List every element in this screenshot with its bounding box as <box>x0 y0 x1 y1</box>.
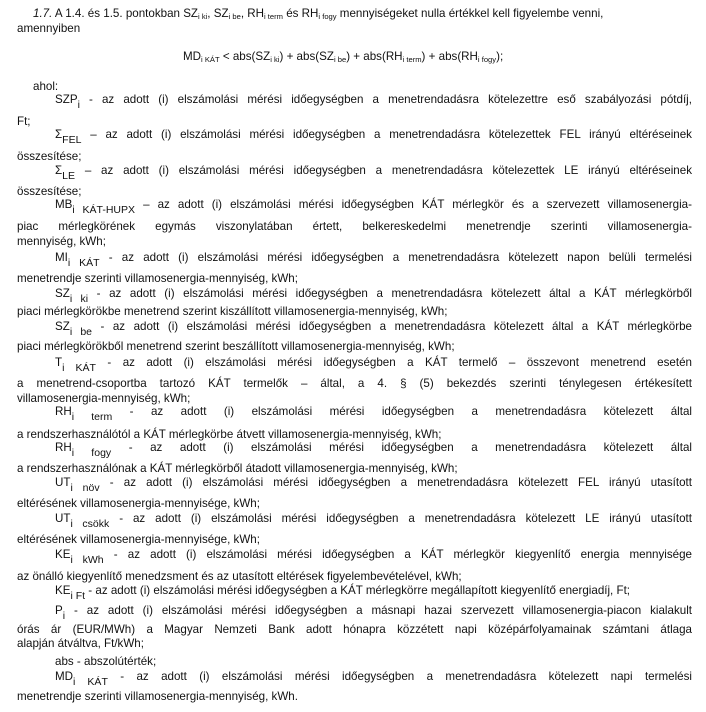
def-t-line-1: $T_{i KÁT}$ - az adott (i) elszámolási mérési időegységben a KÁT termelő – összevont menetrend esetén <box>55 356 692 374</box>
def-sz-ki-line-1: $SZ_{i ki}$ - az adott (i) elszámolási mérési időegységben a menetrendadásra kötelezett által a KÁT mérlegkörből <box>55 287 692 305</box>
where-label: ahol: <box>33 80 59 93</box>
section-number: 1.7. <box>33 7 53 20</box>
def-mb-line-1: $MB_{i KÁT-HUPX}$ – az adott (i) elszámolási mérési időegységben KÁT mérlegkör és a szervezett villamosenergia- <box>55 198 692 216</box>
intro-line-2: amennyiben <box>17 22 81 35</box>
def-abs: abs - abszolútérték; <box>55 655 157 668</box>
def-sz-be-line-2: piaci mérlegkörökből menetrend szerint beszállított villamosenergia-mennyiség, kWh; <box>17 340 455 353</box>
def-ut-csokk-line-2: eltérésének villamosenergia-mennyisége, kWh; <box>17 533 260 546</box>
def-p-line-1: $P_i$ - az adott (i) elszámolási mérési időegységben a másnapi hazai szervezett villamosenergia-piacon kialakult <box>55 604 692 622</box>
def-mi-line-1: $MI_{i KÁT}$ - az adott (i) elszámolási mérési időegységben a menetrendadásra kötelezett napon belüli termelési <box>55 251 692 269</box>
intro-line-1: 1.7. A 1.4. és 1.5. pontokban SZi ki, SZi be, RHi term és RHi fogy mennyiségeket nulla értékkel kell figyelembe venni, <box>33 7 604 21</box>
def-szp-line-1: $SZP_i$ - az adott (i) elszámolási mérési időegységben a menetrendadásra kötelezettre eső szabályozási pótdíj, <box>55 93 692 111</box>
def-mb-line-3: mennyiség, kWh; <box>17 235 106 248</box>
def-md-line-1: $MD_{i KÁT}$ - az adott (i) elszámolási mérési időegységben a menetrendadásra kötelezett napi termelési <box>55 670 692 688</box>
def-md-line-2: menetrendje szerinti villamosenergia-mennyiség, kWh. <box>17 690 298 703</box>
def-sigma-le-line-1: $\Sigma_{LE}$ – az adott (i) elszámolási mérési időegységben a menetrendadásra kötelezettek LE irányú eltéréseinek <box>55 164 692 182</box>
def-sigma-fel-line-1: $\Sigma_{FEL}$ – az adott (i) elszámolási mérési időegységben a menetrendadásra kötelezettek FEL irányú eltéréseinek <box>55 128 692 146</box>
def-ke-kwh-line-1: $KE_{i kWh}$ - az adott (i) elszámolási mérési időegységben a KÁT mérlegkör kiegyenlítő energia mennyisége <box>55 548 692 566</box>
def-sz-be-line-1: $SZ_{i be}$ - az adott (i) elszámolási mérési időegységben a menetrendadásra kötelezett által a KÁT mérlegkörbe <box>55 320 692 338</box>
def-rh-fogy-line-1: $RH_{i fogy}$ - az adott (i) elszámolási mérési időegységben a menetrendadásra kötelezett által <box>55 441 693 459</box>
def-mb-line-2: piac mérlegkörének egymás viszonylatában értett, belkereskedelmi menetrendje szerinti villamosenergia- <box>17 220 692 233</box>
def-rh-fogy-line-2: a rendszerhasználónak a KÁT mérlegkörből átadott villamosenergia-mennyiség, kWh; <box>17 462 458 475</box>
def-ut-nov-line-2: eltérésének villamosenergia-mennyisége, kWh; <box>17 497 260 510</box>
def-p-line-2: órás ár (EUR/MWh) a Magyar Nemzeti Bank adott hónapra közzétett napi középárfolyamainak számtani átlaga <box>17 623 692 636</box>
def-rh-term-line-1: $RH_{i term}$ - az adott (i) elszámolási mérési időegységben a menetrendadásra kötelezett által <box>55 405 692 423</box>
def-ut-csokk-line-1: $UT_{i csökk}$ - az adott (i) elszámolási mérési időegységben a menetrendadásra kötelezett LE irányú utasított <box>55 512 692 530</box>
def-ut-nov-line-1: $UT_{i növ}$ - az adott (i) elszámolási mérési időegységben a menetrendadásra kötelezett FEL irányú utasított <box>55 476 692 494</box>
def-t-line-2: a menetrend-csoportba tartozó KÁT termelők – által, a 4. § (5) bekezdés szerinti ténylegesen értékesített <box>17 377 692 390</box>
def-ke-ft-line-1: $KE_{i Ft}$ - az adott (i) elszámolási mérési időegységben a KÁT mérlegkörre megállapított kiegyenlítő energiadíj, Ft; <box>55 584 631 602</box>
def-mi-line-2: menetrendje szerinti villamosenergia-mennyiség, kWh; <box>17 272 298 285</box>
def-ke-kwh-line-2: az önálló kiegyenlítő menedzsment és az utasított eltérések figyelembevételével, kWh; <box>17 570 462 583</box>
def-rh-term-line-2: a rendszerhasználótól a KÁT mérlegkörbe átvett villamosenergia-mennyiség, kWh; <box>17 428 442 441</box>
def-t-line-3: villamosenergia-mennyiség, kWh; <box>17 392 191 405</box>
def-sigma-le-line-2: összesítése; <box>17 185 82 198</box>
def-szp-line-2: Ft; <box>17 115 31 128</box>
def-sigma-fel-line-2: összesítése; <box>17 150 82 163</box>
def-sz-ki-line-2: piaci mérlegkörökbe menetrend szerint kiszállított villamosenergia-mennyiség, kWh; <box>17 305 448 318</box>
condition-formula: MDi KÁT < abs(SZi ki) + abs(SZi be) + abs(RHi term) + abs(RHi fogy); <box>183 50 504 64</box>
def-p-line-3: alapján átváltva, Ft/kWh; <box>17 637 144 650</box>
